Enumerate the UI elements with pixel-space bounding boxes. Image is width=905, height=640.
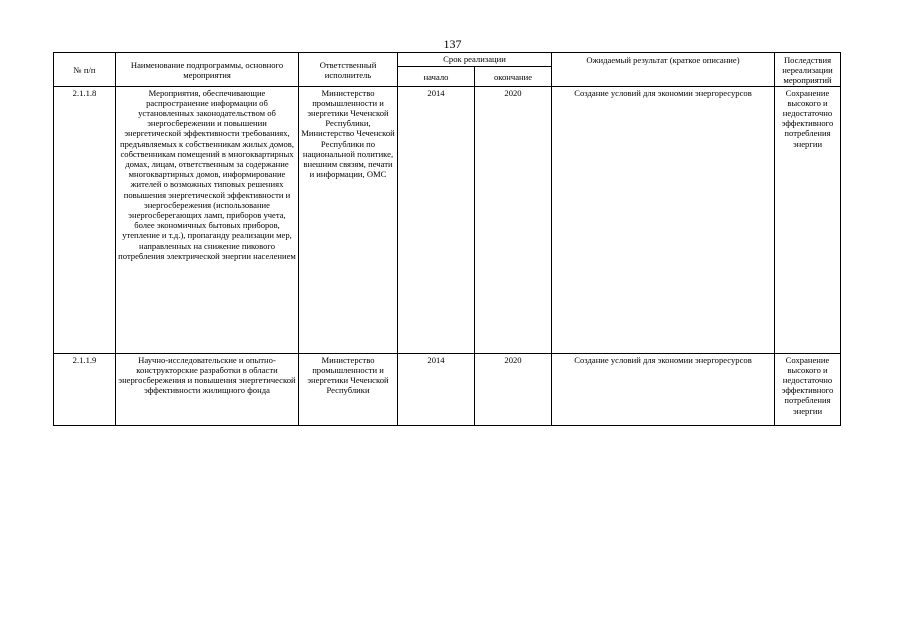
row-end: 2020 <box>475 353 552 425</box>
header-consequences: Последствия нереализации мероприятий <box>775 53 841 87</box>
row-consequences: Сохранение высокого и недостаточно эффективного потребления энергии <box>775 86 841 353</box>
row-executor: Министерство промышленности и энергетики Чеченской Республики, Министерство Чеченской Республики по национальной политике, внешним связям, печати и информации, ОМС <box>299 86 398 353</box>
row-number: 2.1.1.9 <box>54 353 116 425</box>
row-name: Мероприятия, обеспечивающие распространение информации об установленных законодательством об энергосбережении и повышении энергетической эффективности требованиях, предъявляемых к собственникам жилых домов, собственникам помещений в многоквартирных домах, лицам, ответственным за содержание многоквартирных домов, информирование жителей о возможных типовых решениях повышения энергетической эффективности и энергосбережения (использование энергосберегающих ламп, приборов учета, более экономичных бытовых приборов, утепление и т.д.), пропаганду реализации мер, направленных на снижение пикового потребления электрической энергии населением <box>116 86 299 353</box>
measures-table <box>53 52 841 426</box>
table-row <box>54 353 841 425</box>
header-number: № п/п <box>54 53 116 87</box>
header-executor: Ответственный исполнитель <box>299 53 398 87</box>
row-result: Создание условий для экономии энергоресурсов <box>552 353 775 425</box>
table-header <box>54 53 841 87</box>
row-start: 2014 <box>398 86 475 353</box>
row-start: 2014 <box>398 353 475 425</box>
table-row <box>54 86 841 353</box>
row-result: Создание условий для экономии энергоресурсов <box>552 86 775 353</box>
row-consequences: Сохранение высокого и недостаточно эффективного потребления энергии <box>775 353 841 425</box>
header-start: начало <box>398 66 475 86</box>
header-end: окончание <box>475 66 552 86</box>
header-result: Ожидаемый результат (краткое описание) <box>552 53 775 87</box>
row-end: 2020 <box>475 86 552 353</box>
row-executor: Министерство промышленности и энергетики Чеченской Республики <box>299 353 398 425</box>
page-number: 137 <box>443 37 462 51</box>
row-number: 2.1.1.8 <box>54 86 116 353</box>
row-name: Научно-исследовательские и опытно-конструкторские разработки в области энергосбережения и повышения энергетической эффективности жилищного фонда <box>116 353 299 425</box>
header-period: Срок реализации <box>398 53 552 67</box>
header-name: Наименование подпрограммы, основного мероприятия <box>116 53 299 87</box>
